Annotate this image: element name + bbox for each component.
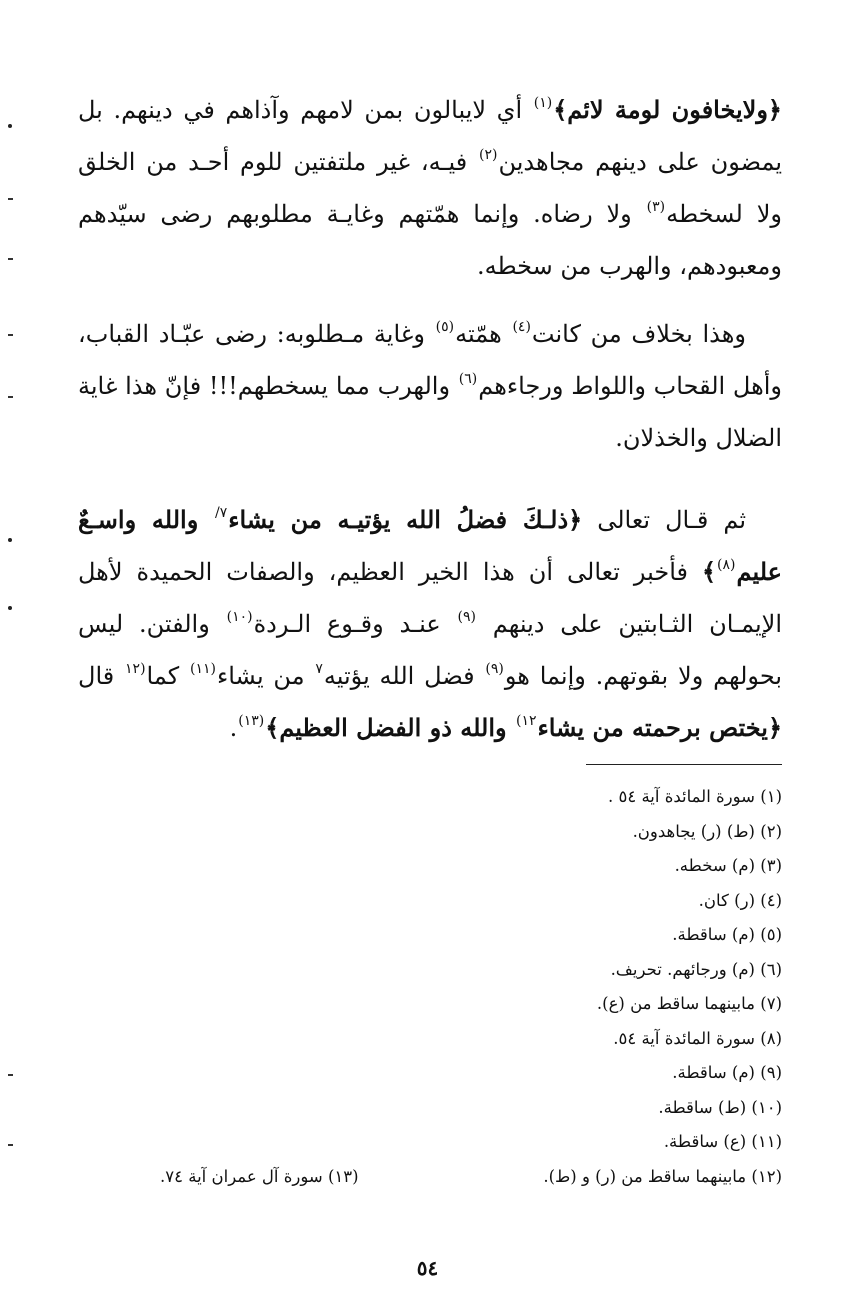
body-text: أي لايبالون بمن لامهم وآذاهم في دينهم. بل يمضون على دينهم مجاهدين	[78, 96, 782, 176]
body-text: والهرب مما يسخطهم!!! فإنّ هذا غاية الضلال والخذلان.	[78, 372, 782, 452]
footnote-ref-2[interactable]: (٢)	[479, 147, 498, 163]
footnote-5: (٥) (م) ساقطة.	[672, 925, 782, 944]
body-text: من يشاء	[216, 662, 315, 690]
scan-margin-mark	[8, 396, 13, 398]
footnote-ref-8[interactable]: (٨)	[717, 557, 736, 573]
footnote-ref-12-close[interactable]: ١٢)	[515, 713, 537, 729]
quran-quote: والله ذو الفضل العظيم﴾	[265, 713, 515, 742]
footnote-8: (٨) سورة المائدة آية ٥٤.	[613, 1028, 782, 1048]
footnote-ref-5[interactable]: (٥)	[435, 319, 455, 335]
footnote-10: (١٠) (ط) ساقطة.	[658, 1097, 782, 1117]
footnote-ref-11[interactable]: (١١)	[189, 661, 216, 677]
quran-quote: ﴿ذلـكَ فضلُ الله يؤتيـه من يشاء	[228, 505, 583, 534]
body-text: فضل الله يؤتيه	[323, 662, 485, 690]
footnotes-list	[160, 780, 782, 1194]
body-text: والفتن. ليس بحولهم ولا بقوتهم. وإنما هو	[78, 610, 782, 690]
footnote-ref-4[interactable]: (٤)	[512, 319, 531, 335]
footnote-2: (٢) (ط) (ر) يجاهدون.	[632, 821, 782, 841]
body-text: فأخبر تعالى أن هذا الخير العظيم، والصفات الحميدة لأهل الإيمـان الثـابتين على دينهم	[78, 558, 783, 638]
footnote-ref-9-second[interactable]: (٩)	[485, 661, 504, 677]
footnote-12: (١٢) مابينهما ساقط من (ر) و (ط).	[543, 1166, 782, 1186]
scan-margin-mark	[8, 1074, 13, 1076]
footnote-ref-12-open[interactable]: (١٢	[125, 661, 146, 677]
body-text: فيـه، غير ملتفتين للوم أحـد من الخلق ولا لسخطه	[78, 148, 782, 228]
scan-margin-mark	[8, 124, 12, 128]
footnote-13: (١٣) سورة آل عمران آية ٧٤.	[160, 1166, 359, 1186]
paragraph-2	[78, 308, 782, 464]
scan-margin-mark	[8, 1144, 13, 1146]
body-text: عنـد وقـوع الـردة	[253, 610, 457, 638]
footnote-ref-13[interactable]: (١٣)	[238, 713, 265, 729]
paragraph-3	[78, 494, 782, 754]
footnote-ref-7-close[interactable]: ٧	[315, 661, 323, 677]
footnote-row-12-13	[160, 1160, 782, 1195]
footnote-6: (٦) (م) ورجائهم. تحريف.	[610, 959, 782, 979]
body-text: كما	[146, 662, 189, 690]
body-text: .	[229, 714, 238, 742]
body-text: ثم قـال تعالى	[582, 506, 747, 534]
footnote-9: (٩) (م) ساقطة.	[672, 1063, 782, 1082]
paragraph-1	[78, 84, 782, 292]
body-text: وهذا بخلاف من كانت	[531, 320, 746, 348]
quran-quote-close: ﴾	[701, 557, 717, 586]
quran-quote: ﴿يختص برحمته من يشاء	[537, 713, 782, 742]
scan-margin-mark	[8, 258, 13, 260]
footnote-1: (١) سورة المائدة آية ٥٤ .	[607, 787, 782, 806]
footnote-11: (١١) (ع) ساقطة.	[663, 1132, 782, 1151]
footnote-4: (٤) (ر) كان.	[698, 890, 782, 910]
footnote-ref-7-open[interactable]: ٧/	[215, 505, 228, 521]
body-text: قال	[78, 662, 125, 690]
scan-margin-mark	[8, 334, 13, 336]
footnote-ref-1[interactable]: (١)	[533, 95, 553, 111]
body-text: ولا رضاه. وإنما همّتهم وغايـة مطلوبهم رضى سيّدهم ومعبودهم، والهرب من سخطه.	[78, 200, 782, 280]
footnote-7: (٧) مابينهما ساقط من (ع).	[596, 994, 782, 1013]
body-text: همّته	[455, 320, 512, 348]
footnote-ref-9[interactable]: (٩)	[457, 609, 476, 625]
body-text: وغاية مـطلوبه: رضى عبّـاد القباب، وأهل القحاب واللواط ورجاءهم	[78, 320, 782, 400]
scan-margin-mark	[8, 198, 13, 200]
scan-margin-mark	[8, 538, 12, 542]
footnote-ref-3[interactable]: (٣)	[646, 199, 666, 215]
quran-quote: ﴿ولايخافون لومة لائم﴾	[553, 95, 782, 124]
footnote-ref-10[interactable]: (١٠)	[226, 609, 253, 625]
quran-quote: والله واسـعٌ عليم	[78, 505, 782, 586]
footnote-separator	[586, 764, 782, 765]
footnote-3: (٣) (م) سخطه.	[674, 856, 782, 875]
scan-margin-mark	[8, 606, 12, 610]
page-number: ٥٤	[416, 1256, 439, 1280]
footnote-ref-6[interactable]: (٦)	[458, 371, 478, 387]
